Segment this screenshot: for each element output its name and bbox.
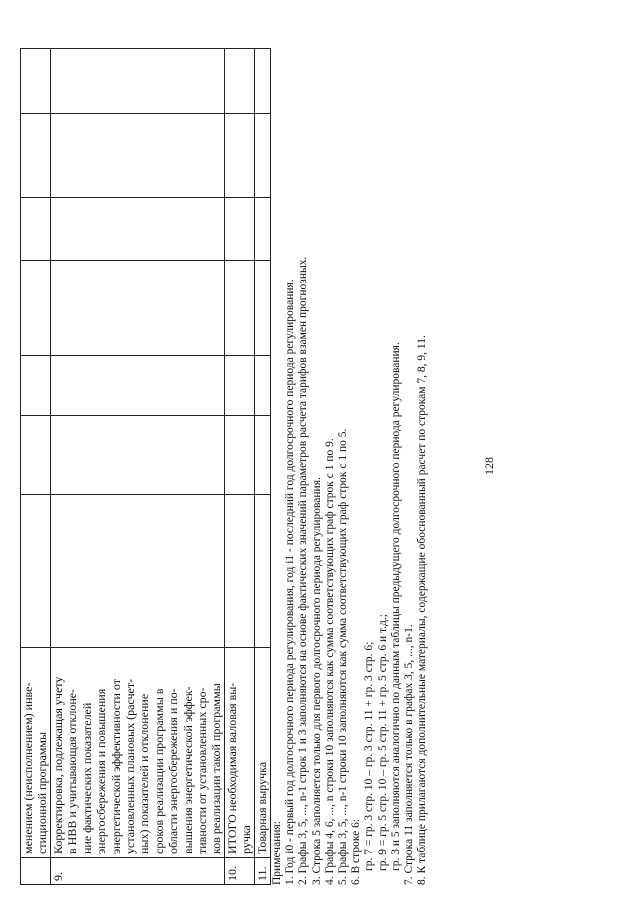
row-name-line: области энергосбережения и по- — [166, 688, 181, 854]
table-cell — [51, 49, 225, 114]
table-cell — [51, 261, 225, 356]
table-cell — [51, 114, 225, 198]
table-cell — [21, 495, 51, 648]
table-cell — [51, 198, 225, 261]
table-cell — [51, 356, 225, 416]
note-item: 2. Графы 3, 5, ..., n-1 строк 1 и 3 заполняются на основе фактических значений параметров расчета тарифов взамен прогнозных. — [297, 256, 310, 885]
table-cell — [224, 416, 254, 495]
row-name-line: энергетической эффективности от — [108, 679, 123, 854]
row-name-line: вышения энергетической эффек- — [180, 686, 195, 854]
table-cell — [21, 49, 51, 114]
table-cell — [254, 416, 270, 495]
table-cell — [224, 495, 254, 648]
note-formula: гр. 9 = гр. 5 стр. 10 – гр. 5 стр. 11 + гр. 5 стр. 6 и т.д.; — [376, 614, 389, 871]
row-name-line: ние фактических показателей — [79, 702, 94, 854]
row-number: 11. — [254, 858, 270, 885]
row-name-line: установленных плановых (расчет- — [123, 678, 138, 854]
row-name-line: ручка — [239, 825, 254, 854]
row-name — [224, 648, 254, 858]
table-row — [224, 49, 254, 885]
table-cell — [21, 416, 51, 495]
table-cell — [254, 114, 270, 198]
table-cell — [224, 261, 254, 356]
notes-block — [271, 49, 429, 885]
row-number: 9. — [51, 858, 225, 885]
note-item: 1. Год i0 - первый год долгосрочного периода регулирования, год i1 - последний год долгосрочного периода регулирования. — [284, 279, 297, 885]
row-name-line: Товарная выручка — [254, 761, 269, 854]
row-name-line: сроков реализации программы в — [151, 688, 166, 854]
row-name-line: менением (неисполнением) инве- — [21, 682, 35, 854]
table-cell — [254, 198, 270, 261]
row-number — [21, 858, 51, 885]
row-name-line: тивности от установленных сро- — [195, 687, 210, 854]
table-row — [21, 49, 51, 885]
note-item: 4. Графы 4, 6, ..., n строки 10 заполняются как сумма соответствующих граф строк с 1 по 9. — [323, 438, 336, 885]
row-name-line: ков реализации такой программы — [209, 683, 224, 854]
table-cell — [51, 495, 225, 648]
row-name — [21, 648, 51, 858]
note-item: 5. Графы 3, 5, ..., n-1 строки 10 заполняются как сумма соответствующих граф строк с 1 по 5. — [337, 428, 350, 885]
row-name — [51, 648, 225, 858]
note-item: 8. К таблице прилагаются дополнительные материалы, содержащие обоснованный расчет по строкам 7, 8, 9, 11. — [416, 335, 429, 885]
row-name-line: в НВВ и учитывающая отклоне- — [65, 688, 80, 854]
note-formula: гр. 7 = гр. 3 стр. 10 – гр. 3 стр. 11 + гр. 3 стр. 6; — [363, 641, 376, 871]
table-row — [51, 49, 225, 885]
rotated-page-content — [20, 25, 540, 885]
table-cell — [254, 495, 270, 648]
table-cell — [21, 198, 51, 261]
table-cell — [21, 114, 51, 198]
regulation-table — [20, 48, 271, 885]
table-cell — [254, 261, 270, 356]
note-item: 6. В строке 6: — [350, 818, 363, 885]
row-name-line: Корректировка, подлежащая учету — [51, 676, 65, 854]
note-formula: гр. 3 и 5 заполняются аналогично по данным таблицы предыдущего долгосрочного периода регулирования. — [389, 342, 402, 871]
table-cell — [224, 356, 254, 416]
note-item: 3. Строка 5 заполняется только для первого долгосрочного периода регулирования. — [310, 477, 323, 885]
table-cell — [224, 49, 254, 114]
page-number: 128 — [482, 457, 496, 475]
table-cell — [254, 49, 270, 114]
row-name-line: ИТОГО необходимая валовая вы- — [224, 682, 239, 854]
table-cell — [51, 416, 225, 495]
table-cell — [254, 356, 270, 416]
note-item: 7. Строка 11 заполняется только в графах 3, 5, ..., n-1. — [403, 624, 416, 885]
row-name-line: ных) показателей и отклонение — [137, 693, 152, 854]
row-number: 10. — [224, 858, 254, 885]
row-name — [254, 648, 270, 858]
row-name-line: энергосбережения и повышения — [94, 688, 109, 854]
row-name-line: стиционной программы — [35, 731, 50, 854]
table-row — [254, 49, 270, 885]
table-cell — [21, 261, 51, 356]
table-cell — [21, 356, 51, 416]
table-cell — [224, 114, 254, 198]
notes-heading: Примечания: — [271, 821, 283, 885]
table-cell — [224, 198, 254, 261]
